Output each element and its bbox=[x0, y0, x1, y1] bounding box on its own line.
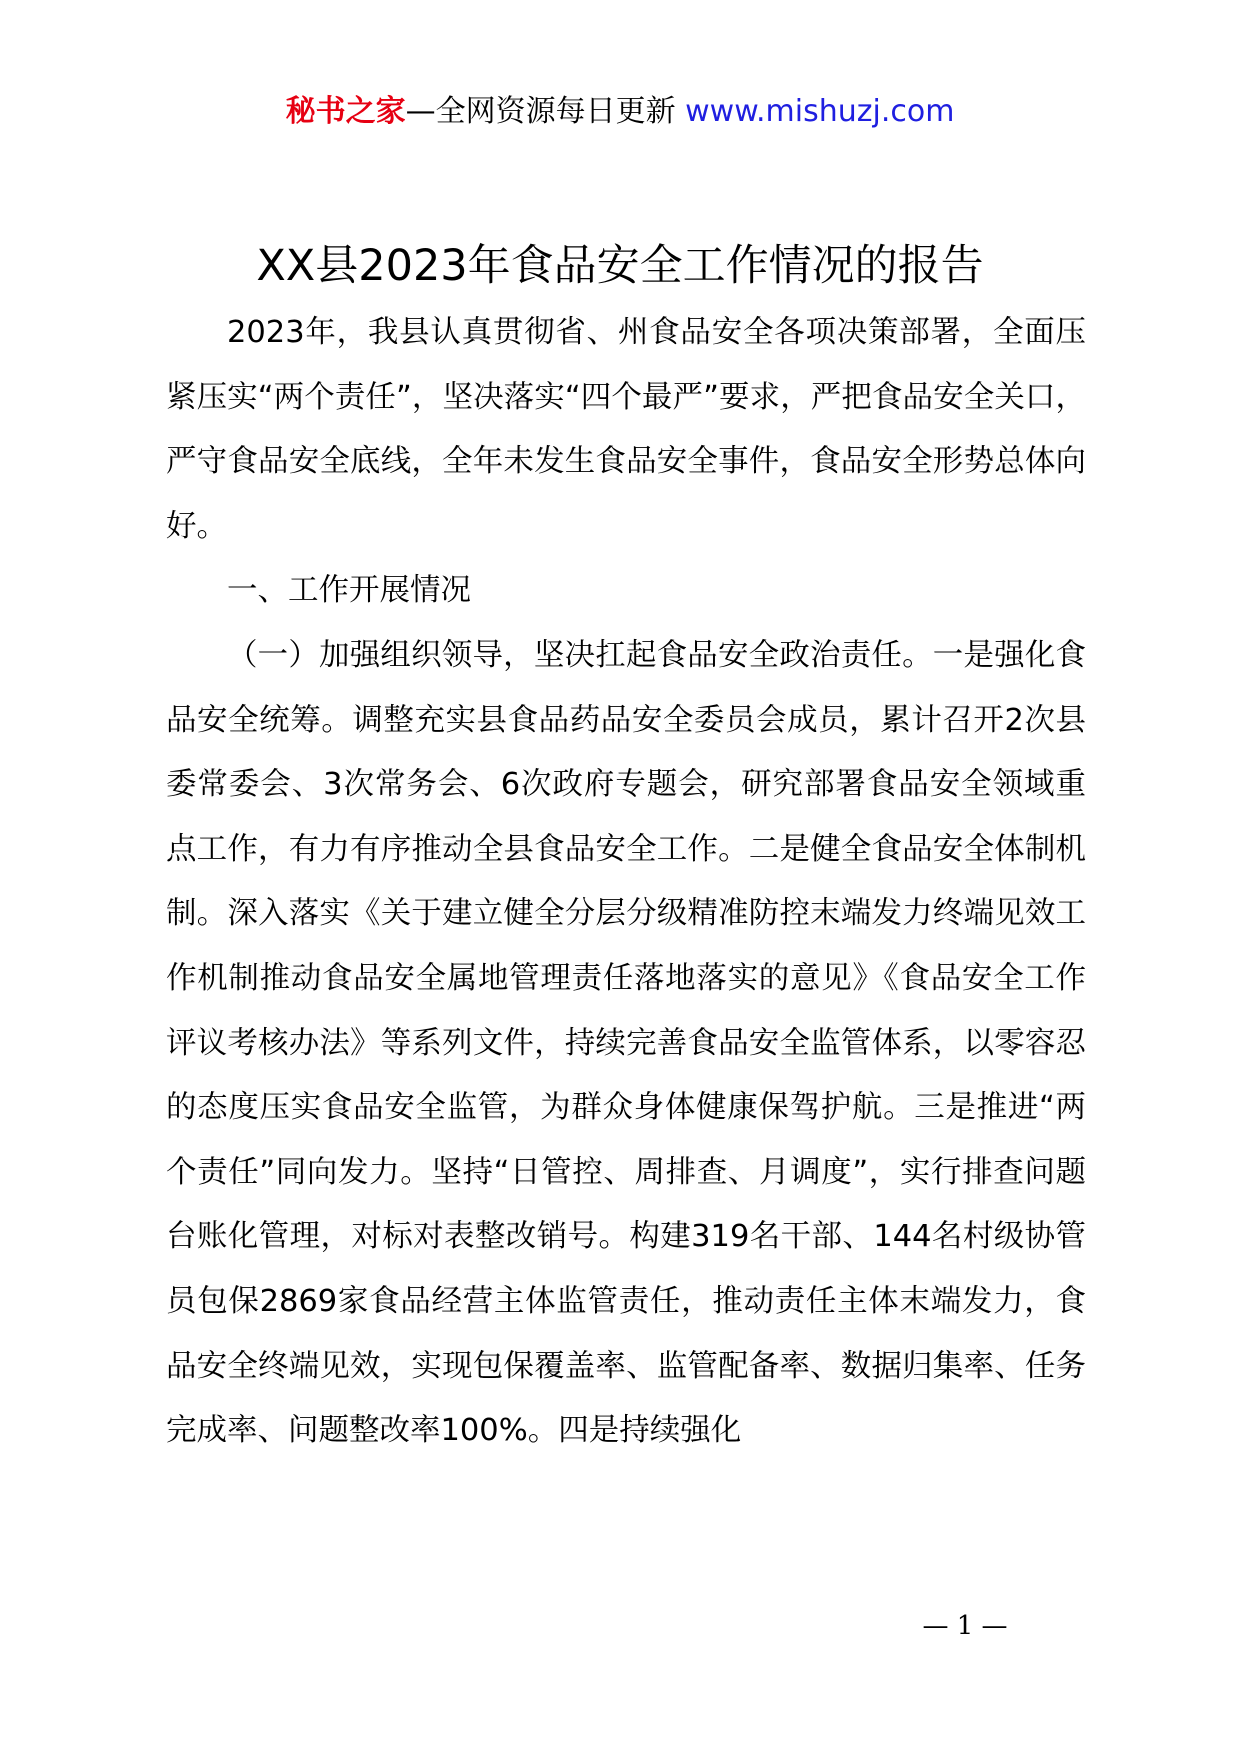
section-heading: 一、工作开展情况 bbox=[227, 573, 471, 609]
paragraph-intro: 2023年，我县认真贯彻省、州食品安全各项决策部署，全面压紧压实“两个责任”，坚决落实“四个最严”要求，严把食品安全关口，严守食品安全底线，全年未发生食品安全事件，食品安全形势总体向好。 bbox=[166, 315, 1086, 544]
document-title: XX县2023年食品安全工作情况的报告 bbox=[256, 241, 984, 291]
site-header bbox=[0, 92, 1240, 132]
site-url[interactable]: www.mishuzj.com bbox=[685, 94, 955, 129]
site-brand: 秘书之家 bbox=[285, 94, 406, 129]
paragraph-section-1: （一）加强组织领导，坚决扛起食品安全政治责任。一是强化食品安全统筹。调整充实县食品药品安全委员会成员，累计召开2次县委常委会、3次常务会、6次政府专题会，研究部署食品安全领域重点工作，有力有序推动全县食品安全工作。二是健全食品安全体制机制。深入落实《关于建立健全分层分级精准防控末端发力终端见效工作机制推动食品安全属地管理责任落地落实的意见》《食品安全工作评议考核办法》等系列文件，持续完善食品安全监管体系，以零容忍的态度压实食品安全监管，为群众身体健康保驾护航。三是推进“两个责任”同向发力。坚持“日管控、周排查、月调度”，实行排查问题台账化管理，对标对表整改销号。构建319名干部、144名村级协管员包保2869家食品经营主体监管责任，推动责任主体末端发力，食品安全终端见效，实现包保覆盖率、监管配备率、数据归集率、任务完成率、问题整改率100%。四是持续强化 bbox=[166, 637, 1086, 1449]
site-tagline: —全网资源每日更新 bbox=[405, 94, 676, 129]
document-body bbox=[166, 301, 1086, 1464]
page-number: — 1 — bbox=[922, 1611, 1008, 1641]
